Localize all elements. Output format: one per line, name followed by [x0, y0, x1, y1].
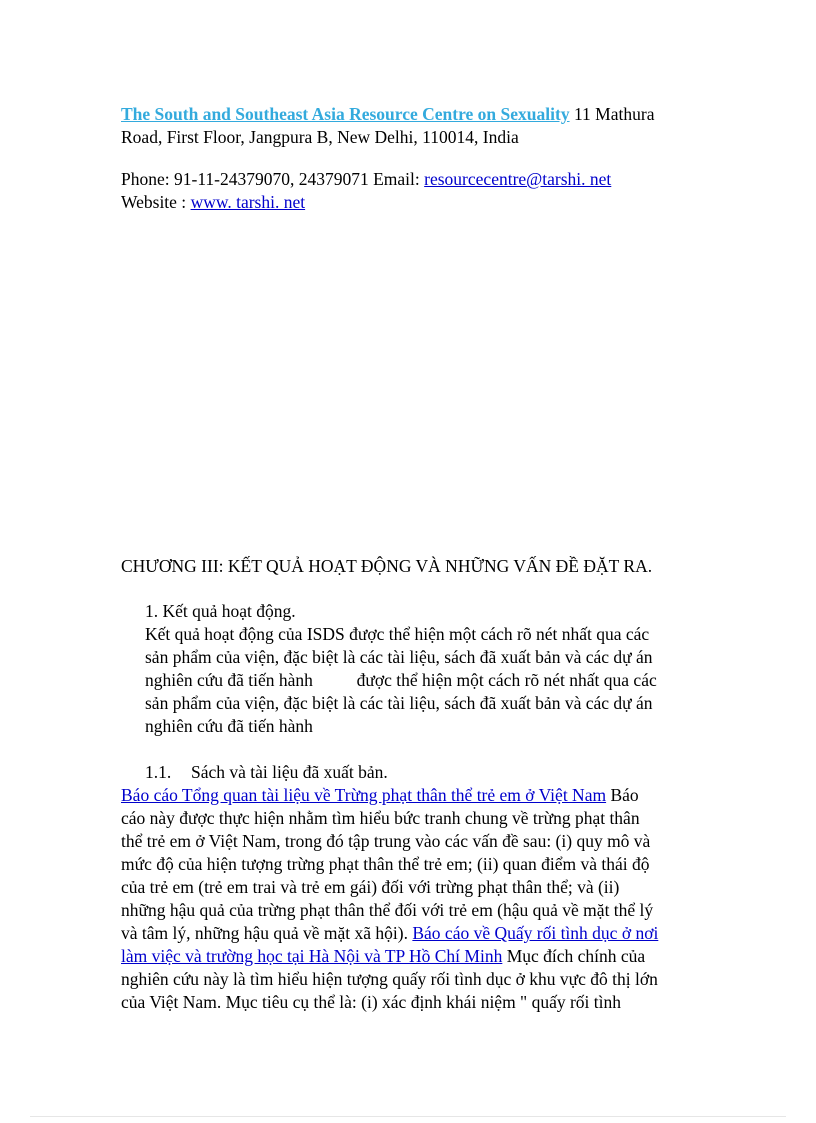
paragraph-line: của trẻ em (trẻ em trai và trẻ em gái) đối với trừng phạt thân thể; và (ii)	[121, 877, 620, 897]
paragraph-line: nghiên cứu này là tìm hiểu hiện tượng quấy rối tình dục ở khu vực đô thị lớn	[121, 969, 658, 989]
phone-label: Phone: 91-11-24379070, 24379071 Email:	[121, 169, 425, 189]
paragraph-line: sản phẩm của viện, đặc biệt là các tài liệu, sách đã xuất bản và các dự án	[145, 647, 653, 667]
org-link[interactable]: The South and Southeast Asia Resource Centre on Sexuality	[121, 104, 570, 124]
email-link[interactable]: resourcecentre@tarshi. net	[424, 169, 612, 189]
paragraph-line: thể trẻ em ở Việt Nam, trong đó tập trung vào các vấn đề sau: (i) quy mô và	[121, 831, 651, 851]
report-2-link-part-2[interactable]: làm việc và trường học tại Hà Nội và TP Hồ Chí Minh	[121, 946, 503, 966]
report-1-link[interactable]: Báo cáo Tổng quan tài liệu về Trừng phạt thân thể trẻ em ở Việt Nam	[121, 785, 607, 805]
phone-line	[121, 168, 611, 191]
address-line-1	[121, 103, 654, 126]
paragraph-line: mức độ của hiện tượng trừng phạt thân thể trẻ em; (ii) quan điểm và thái độ	[121, 854, 650, 874]
report-1-first-line	[121, 784, 658, 807]
report-1-last-text: và tâm lý, những hậu quả về mặt xã hội).	[121, 923, 413, 943]
website-label: Website :	[121, 192, 191, 212]
org-address-block	[121, 103, 654, 149]
report-2-link-part-1[interactable]: Báo cáo về Quấy rối tình dục ở nơi	[412, 923, 659, 943]
paragraph-line: những hậu quả của trừng phạt thân thể đối với trẻ em (hậu quả về mặt thể lý	[121, 900, 654, 920]
address-tail: 11 Mathura	[569, 104, 655, 124]
subsection-title: Sách và tài liệu đã xuất bản.	[191, 762, 388, 782]
website-link[interactable]: www. tarshi. net	[190, 192, 306, 212]
report-2-first-line	[121, 945, 658, 968]
page-bottom-divider	[30, 1116, 786, 1117]
contact-block	[121, 168, 611, 214]
report-2-after-link: Mục đích chính của	[502, 946, 646, 966]
report-1-after-link: Báo	[606, 785, 639, 805]
report-1-last-line	[121, 922, 658, 945]
subsection-heading	[145, 761, 388, 784]
paragraph-line: Kết quả hoạt động của ISDS được thể hiện một cách rõ nét nhất qua các	[145, 624, 650, 644]
section-1-body	[145, 623, 657, 738]
chapter-title: CHƯƠNG III: KẾT QUẢ HOẠT ĐỘNG VÀ NHỮNG VẤN ĐỀ ĐẶT RA.	[121, 556, 653, 576]
section-1-heading: 1. Kết quả hoạt động.	[145, 601, 296, 621]
subsection-number: 1.1.	[145, 762, 172, 782]
website-line	[121, 191, 611, 214]
paragraph-line: nghiên cứu đã tiến hành	[145, 716, 313, 736]
paragraph-line: cáo này được thực hiện nhằm tìm hiểu bức tranh chung về trừng phạt thân	[121, 808, 640, 828]
report-1-paragraph	[121, 784, 658, 1014]
paragraph-line: của Việt Nam. Mục tiêu cụ thể là: (i) xác định khái niệm " quấy rối tình	[121, 992, 622, 1012]
paragraph-line: nghiên cứu đã tiến hành được thể hiện một cách rõ nét nhất qua các	[145, 670, 657, 690]
address-line-2: Road, First Floor, Jangpura B, New Delhi, 110014, India	[121, 127, 519, 147]
paragraph-line: sản phẩm của viện, đặc biệt là các tài liệu, sách đã xuất bản và các dự án	[145, 693, 653, 713]
